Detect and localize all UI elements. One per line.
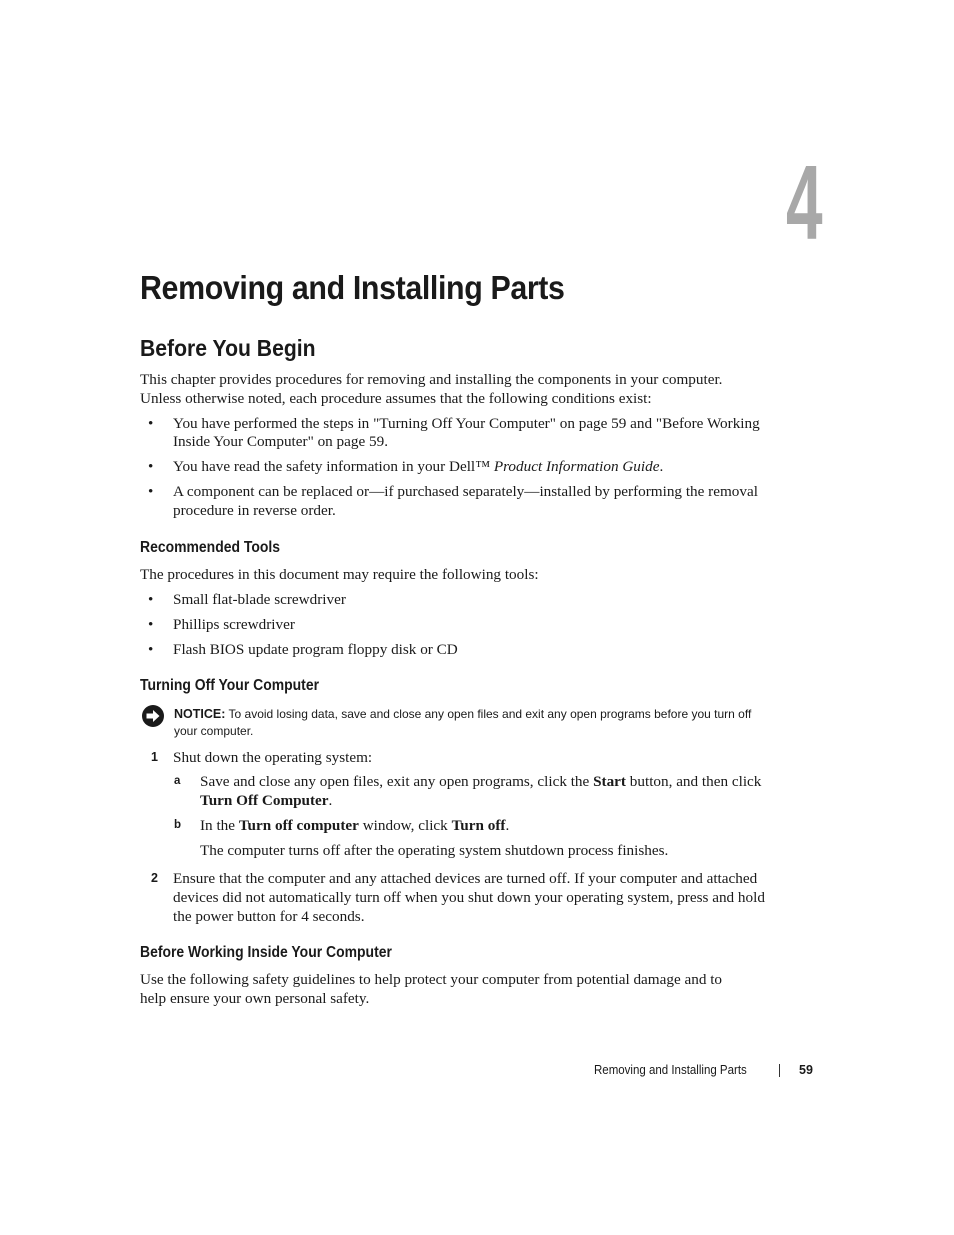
condition-2 (173, 457, 663, 476)
step-2-line-3: the power button for 4 seconds. (173, 908, 365, 925)
footer-section-title: Removing and Installing Parts (594, 1063, 747, 1077)
tool-item: Small flat-blade screwdriver (173, 591, 346, 608)
bullet-dot: • (148, 483, 154, 500)
bullet-dot: • (148, 458, 154, 475)
section-heading-before-you-begin: Before You Begin (140, 335, 316, 361)
substep-a-line-2 (200, 791, 332, 810)
step-number: 2 (151, 871, 158, 885)
bullet-dot: • (148, 616, 154, 633)
condition-3-line-2: procedure in reverse order. (173, 502, 336, 519)
before-working-line-2: help ensure your own personal safety. (140, 990, 370, 1007)
bullet-dot: • (148, 415, 154, 432)
turn-off-ref: Turn off (451, 817, 506, 834)
step-1-text: Shut down the operating system: (173, 749, 373, 766)
notice-box (174, 706, 794, 740)
subheading-recommended-tools: Recommended Tools (140, 539, 281, 556)
footer-separator (779, 1064, 780, 1077)
bullet-dot: • (148, 591, 154, 608)
notice-arrow-icon (141, 704, 165, 728)
start-button-ref: Start (593, 773, 626, 790)
substep-b-text: window, click (358, 817, 452, 834)
condition-2-end: . (659, 458, 664, 475)
notice-line-2: your computer. (174, 724, 254, 738)
substep-a-text: button, and then click (625, 773, 762, 790)
step-2-line-2: devices did not automatically turn off when you shut down your operating system, press and hold (173, 889, 765, 906)
page-number: 59 (799, 1063, 813, 1077)
substep-letter: a (174, 775, 181, 787)
substep-letter: b (174, 819, 182, 831)
substep-b-followup: The computer turns off after the operating system shutdown process finishes. (200, 842, 669, 859)
step-number: 1 (151, 750, 158, 764)
before-working-line-1: Use the following safety guidelines to help protect your computer from potential damage and to (140, 971, 723, 988)
substep-b-text: In the (200, 817, 239, 834)
step-2-line-1: Ensure that the computer and any attached devices are turned off. If your computer and attached (173, 870, 758, 887)
condition-1-line-1: You have performed the steps in "Turning Off Your Computer" on page 59 and "Before Working (173, 415, 760, 432)
substep-b-line-1 (200, 816, 509, 835)
chapter-number: 4 (786, 144, 823, 262)
notice-text: To avoid losing data, save and close any open files and exit any open programs before you turn off (225, 707, 752, 721)
condition-2-text: You have read the safety information in your Dell™ (173, 458, 494, 475)
tool-item: Flash BIOS update program floppy disk or CD (173, 641, 458, 658)
turn-off-computer-window-ref: Turn off computer (238, 817, 359, 834)
chapter-title: Removing and Installing Parts (140, 269, 565, 306)
product-information-guide-title: Product Information Guide (493, 458, 660, 475)
condition-1-line-2: Inside Your Computer" on page 59. (173, 433, 389, 450)
intro-line-1: This chapter provides procedures for removing and installing the components in your computer. (140, 371, 723, 388)
substep-b-end: . (505, 817, 510, 834)
bullet-dot: • (148, 641, 154, 658)
tool-item: Phillips screwdriver (173, 616, 295, 633)
notice-line-1 (174, 706, 794, 723)
condition-3-line-1: A component can be replaced or—if purchased separately—installed by performing the removal (173, 483, 758, 500)
substep-a-end: . (328, 792, 333, 809)
subheading-turning-off-computer: Turning Off Your Computer (140, 677, 320, 694)
substep-a-text: Save and close any open files, exit any open programs, click the (200, 773, 594, 790)
intro-line-2: Unless otherwise noted, each procedure assumes that the following conditions exist: (140, 390, 652, 407)
turn-off-computer-ref: Turn Off Computer (200, 792, 329, 809)
tools-intro: The procedures in this document may require the following tools: (140, 566, 539, 583)
subheading-before-working-inside: Before Working Inside Your Computer (140, 944, 392, 961)
notice-label: NOTICE: (174, 707, 226, 721)
substep-a-line-1 (200, 772, 761, 791)
